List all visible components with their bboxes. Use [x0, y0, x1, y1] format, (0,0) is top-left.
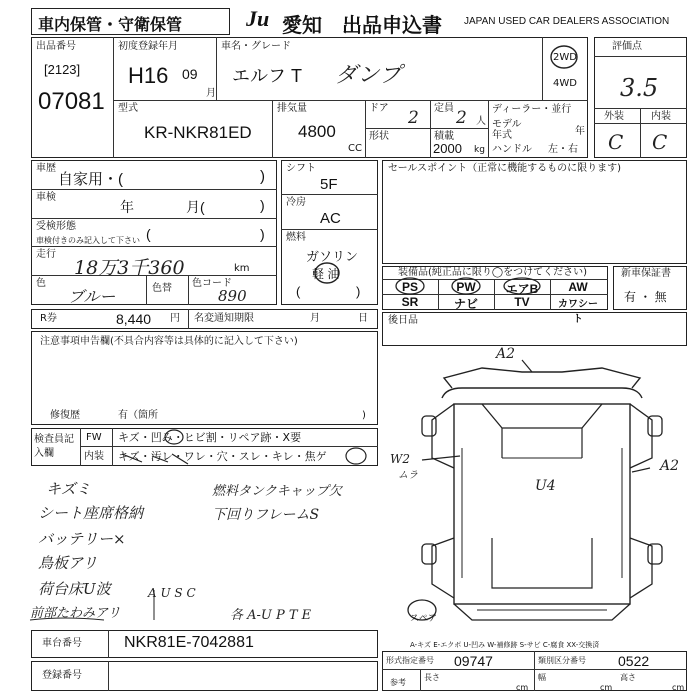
shift-label: シフト: [286, 163, 316, 174]
capacity-label: 定員: [434, 103, 454, 114]
note-1: キズミ: [46, 480, 91, 498]
diagram-a2-right: A2: [660, 458, 680, 474]
displacement-unit: CC: [348, 143, 362, 154]
equip-leather-seat: カワシート: [558, 299, 598, 325]
history-value: 自家用・(: [58, 171, 123, 188]
height-label: 高さ: [620, 673, 636, 682]
shift-value: 5F: [320, 176, 338, 193]
fw-label: FW: [86, 432, 102, 443]
displacement-value: 4800: [298, 122, 336, 141]
length-label: 長さ: [424, 673, 440, 682]
note-6: 鳥板アリ: [38, 554, 98, 572]
recycle-label: R券: [40, 313, 57, 324]
notes-label: 注意事項申告欄(不具合内容等は具体的に記入して下さい): [40, 336, 298, 347]
note-7: 荷台床U波: [38, 580, 111, 598]
color-code: 890: [218, 287, 247, 305]
equip-ps: PS: [401, 280, 418, 294]
interior-check-label: 内装: [84, 451, 104, 462]
reg-month: 09: [182, 66, 198, 82]
handle-options: 左・右: [548, 144, 578, 155]
note-underlines: [24, 470, 384, 630]
sales-point-label: セールスポイント（正常に機能するものに限ります): [388, 163, 622, 174]
warranty-label: 新車保証書: [621, 268, 671, 279]
equip-tv: TV: [514, 295, 530, 309]
interior-items: キズ・汚レ・ワレ・穴・スレ・キレ・焦ゲ: [118, 450, 327, 463]
accept-label: 受検形態: [36, 221, 76, 232]
interior-grade: C: [652, 130, 668, 154]
reg-month-unit: 月: [206, 88, 216, 99]
later-items-label: 後日品: [388, 315, 418, 326]
lot-label: 出品番号: [36, 41, 76, 52]
fuel-close: ): [356, 284, 361, 299]
history-label: 車歴: [36, 163, 56, 174]
equipment-circles: [382, 276, 552, 296]
dealer-label: ディーラー・並行: [492, 104, 572, 115]
equip-aw: AW: [568, 280, 588, 294]
first-reg-label: 初度登録年月: [118, 41, 178, 52]
diagram-a2-top: A2: [496, 346, 516, 362]
inspection-month: 月(: [186, 199, 205, 215]
fuel-sub: 軽 油: [312, 267, 340, 281]
inspector-marks: [112, 428, 378, 466]
interior-label: 内装: [651, 111, 671, 122]
fuel-value: ガソリン: [306, 249, 359, 264]
inspection-close: ): [260, 197, 265, 213]
displacement-label: 排気量: [277, 103, 307, 114]
model-handwritten: ダンプ: [335, 63, 402, 88]
repair-close: ): [362, 410, 366, 421]
class-number-value: 0522: [618, 653, 650, 669]
mileage-value: 18万3千360: [74, 257, 185, 279]
equip-sr: SR: [401, 295, 419, 309]
later-items-box: [382, 312, 687, 346]
damage-legend: A-キズ E-エクボ U-凹み W-補修跡 S-サビ C-腐食 XX-交換済: [410, 641, 600, 649]
accept-close: ): [260, 226, 265, 242]
length-unit: cm: [516, 683, 529, 692]
history-close: ): [260, 168, 265, 185]
chassis-label: 車台番号: [42, 638, 82, 649]
fuel-open: (: [296, 284, 301, 299]
inspection-year: 年: [120, 199, 134, 215]
equip-airbag: エアB: [505, 282, 539, 296]
name-change-label: 名変通知期限: [194, 313, 254, 324]
name-change-month: 月: [310, 313, 320, 324]
mileage-label: 走行: [36, 249, 56, 260]
color-value: ブルー: [68, 287, 116, 306]
capacity-unit: 人: [476, 116, 486, 127]
note-8: 前部たわみアリ: [30, 606, 121, 621]
class-number-label: 類別区分番号: [538, 656, 586, 665]
form-number-value: 09747: [454, 653, 493, 669]
note-2: 燃料タンクキャップ欠: [212, 484, 342, 499]
reference-label: 参考: [390, 678, 406, 687]
fuel-label: 燃料: [286, 232, 306, 243]
inspector-label: 検査員記入欄: [34, 434, 74, 459]
recycle-unit: 円: [170, 313, 180, 324]
load-value: 2000: [433, 141, 462, 156]
drive-2wd: 2WD: [553, 52, 577, 63]
exterior-label: 外装: [604, 111, 624, 122]
color-code-label: 色コード: [192, 278, 232, 289]
note-5: バッテリー×: [38, 530, 126, 548]
equipment-label: 装備品(純正品に限り◯をつけてください): [398, 267, 587, 278]
ac-value: AC: [320, 210, 341, 227]
org-name: 愛知: [282, 13, 322, 37]
capacity-value: 2: [456, 108, 467, 128]
repair-value: 有（箇所: [118, 410, 158, 421]
color-change-label: 色替: [152, 283, 172, 294]
ac-label: 冷房: [286, 197, 306, 208]
sales-point-box: [382, 160, 687, 264]
diagram-spare: スペア: [410, 614, 438, 624]
inspection-label: 車検: [36, 192, 56, 203]
note-9: A U S C: [148, 586, 196, 600]
drive-circle-mark: [549, 44, 579, 70]
height-unit: cm: [672, 683, 685, 692]
storage-title: 車内保管・守衛保管: [38, 15, 183, 34]
load-unit: kg: [474, 145, 485, 155]
form-title: 出品申込書: [342, 13, 442, 37]
association-name: JAPAN USED CAR DEALERS ASSOCIATION: [464, 16, 670, 27]
lot-code: [2123]: [44, 62, 81, 77]
width-unit: cm: [600, 683, 613, 692]
type-label: 型式: [118, 103, 138, 114]
grade-value: 3.5: [620, 74, 659, 102]
accept-sub: 車検付きのみ記入して下さい: [36, 236, 140, 245]
doors-label: ドア: [369, 103, 389, 114]
registration-box: [31, 661, 378, 691]
handle-label: ハンドル: [492, 144, 532, 155]
model-year-unit: 年: [575, 126, 585, 137]
doors-value: 2: [408, 108, 419, 128]
name-change-day: 日: [358, 313, 368, 324]
lot-number: 07081: [38, 88, 105, 115]
note-3: シート座席格納: [38, 504, 144, 522]
load-label: 積載: [434, 131, 454, 142]
fw-items: キズ・凹み・ヒビ割・リペア跡・X要: [118, 431, 302, 444]
diagram-w2-sub: ムラ: [398, 470, 418, 481]
diagram-w2: W2: [390, 452, 410, 466]
drive-4wd: 4WD: [553, 78, 577, 89]
recycle-amount: 8,440: [116, 311, 152, 327]
form-number-label: 形式指定番号: [386, 656, 434, 665]
model-year-label: モデル 年式: [492, 119, 522, 141]
note-10: 各 A-U P T E: [230, 608, 312, 623]
color-label: 色: [36, 278, 46, 289]
width-label: 幅: [538, 673, 546, 682]
reg-era: H16: [128, 63, 169, 88]
warranty-value: 有 ・ 無: [624, 290, 667, 304]
equip-navi: ナビ: [453, 297, 478, 311]
model-name: エルフ T: [232, 66, 302, 86]
mileage-unit: km: [234, 263, 250, 274]
diagram-u4: U4: [535, 478, 556, 494]
note-4: 下回りフレームS: [212, 507, 320, 523]
ju-logo: Ju: [246, 6, 270, 31]
exterior-grade: C: [608, 130, 624, 154]
shape-label: 形状: [369, 131, 389, 142]
equip-pw: PW: [456, 280, 476, 294]
chassis-value: NKR81E-7042881: [124, 634, 254, 651]
grade-label: 評価点: [612, 41, 642, 52]
type-value: KR-NKR81ED: [144, 123, 252, 142]
accept-open: (: [146, 226, 151, 242]
model-label: 車名・グレード: [221, 41, 291, 52]
repair-label: 修復歴: [50, 410, 80, 421]
registration-label: 登録番号: [42, 670, 82, 681]
